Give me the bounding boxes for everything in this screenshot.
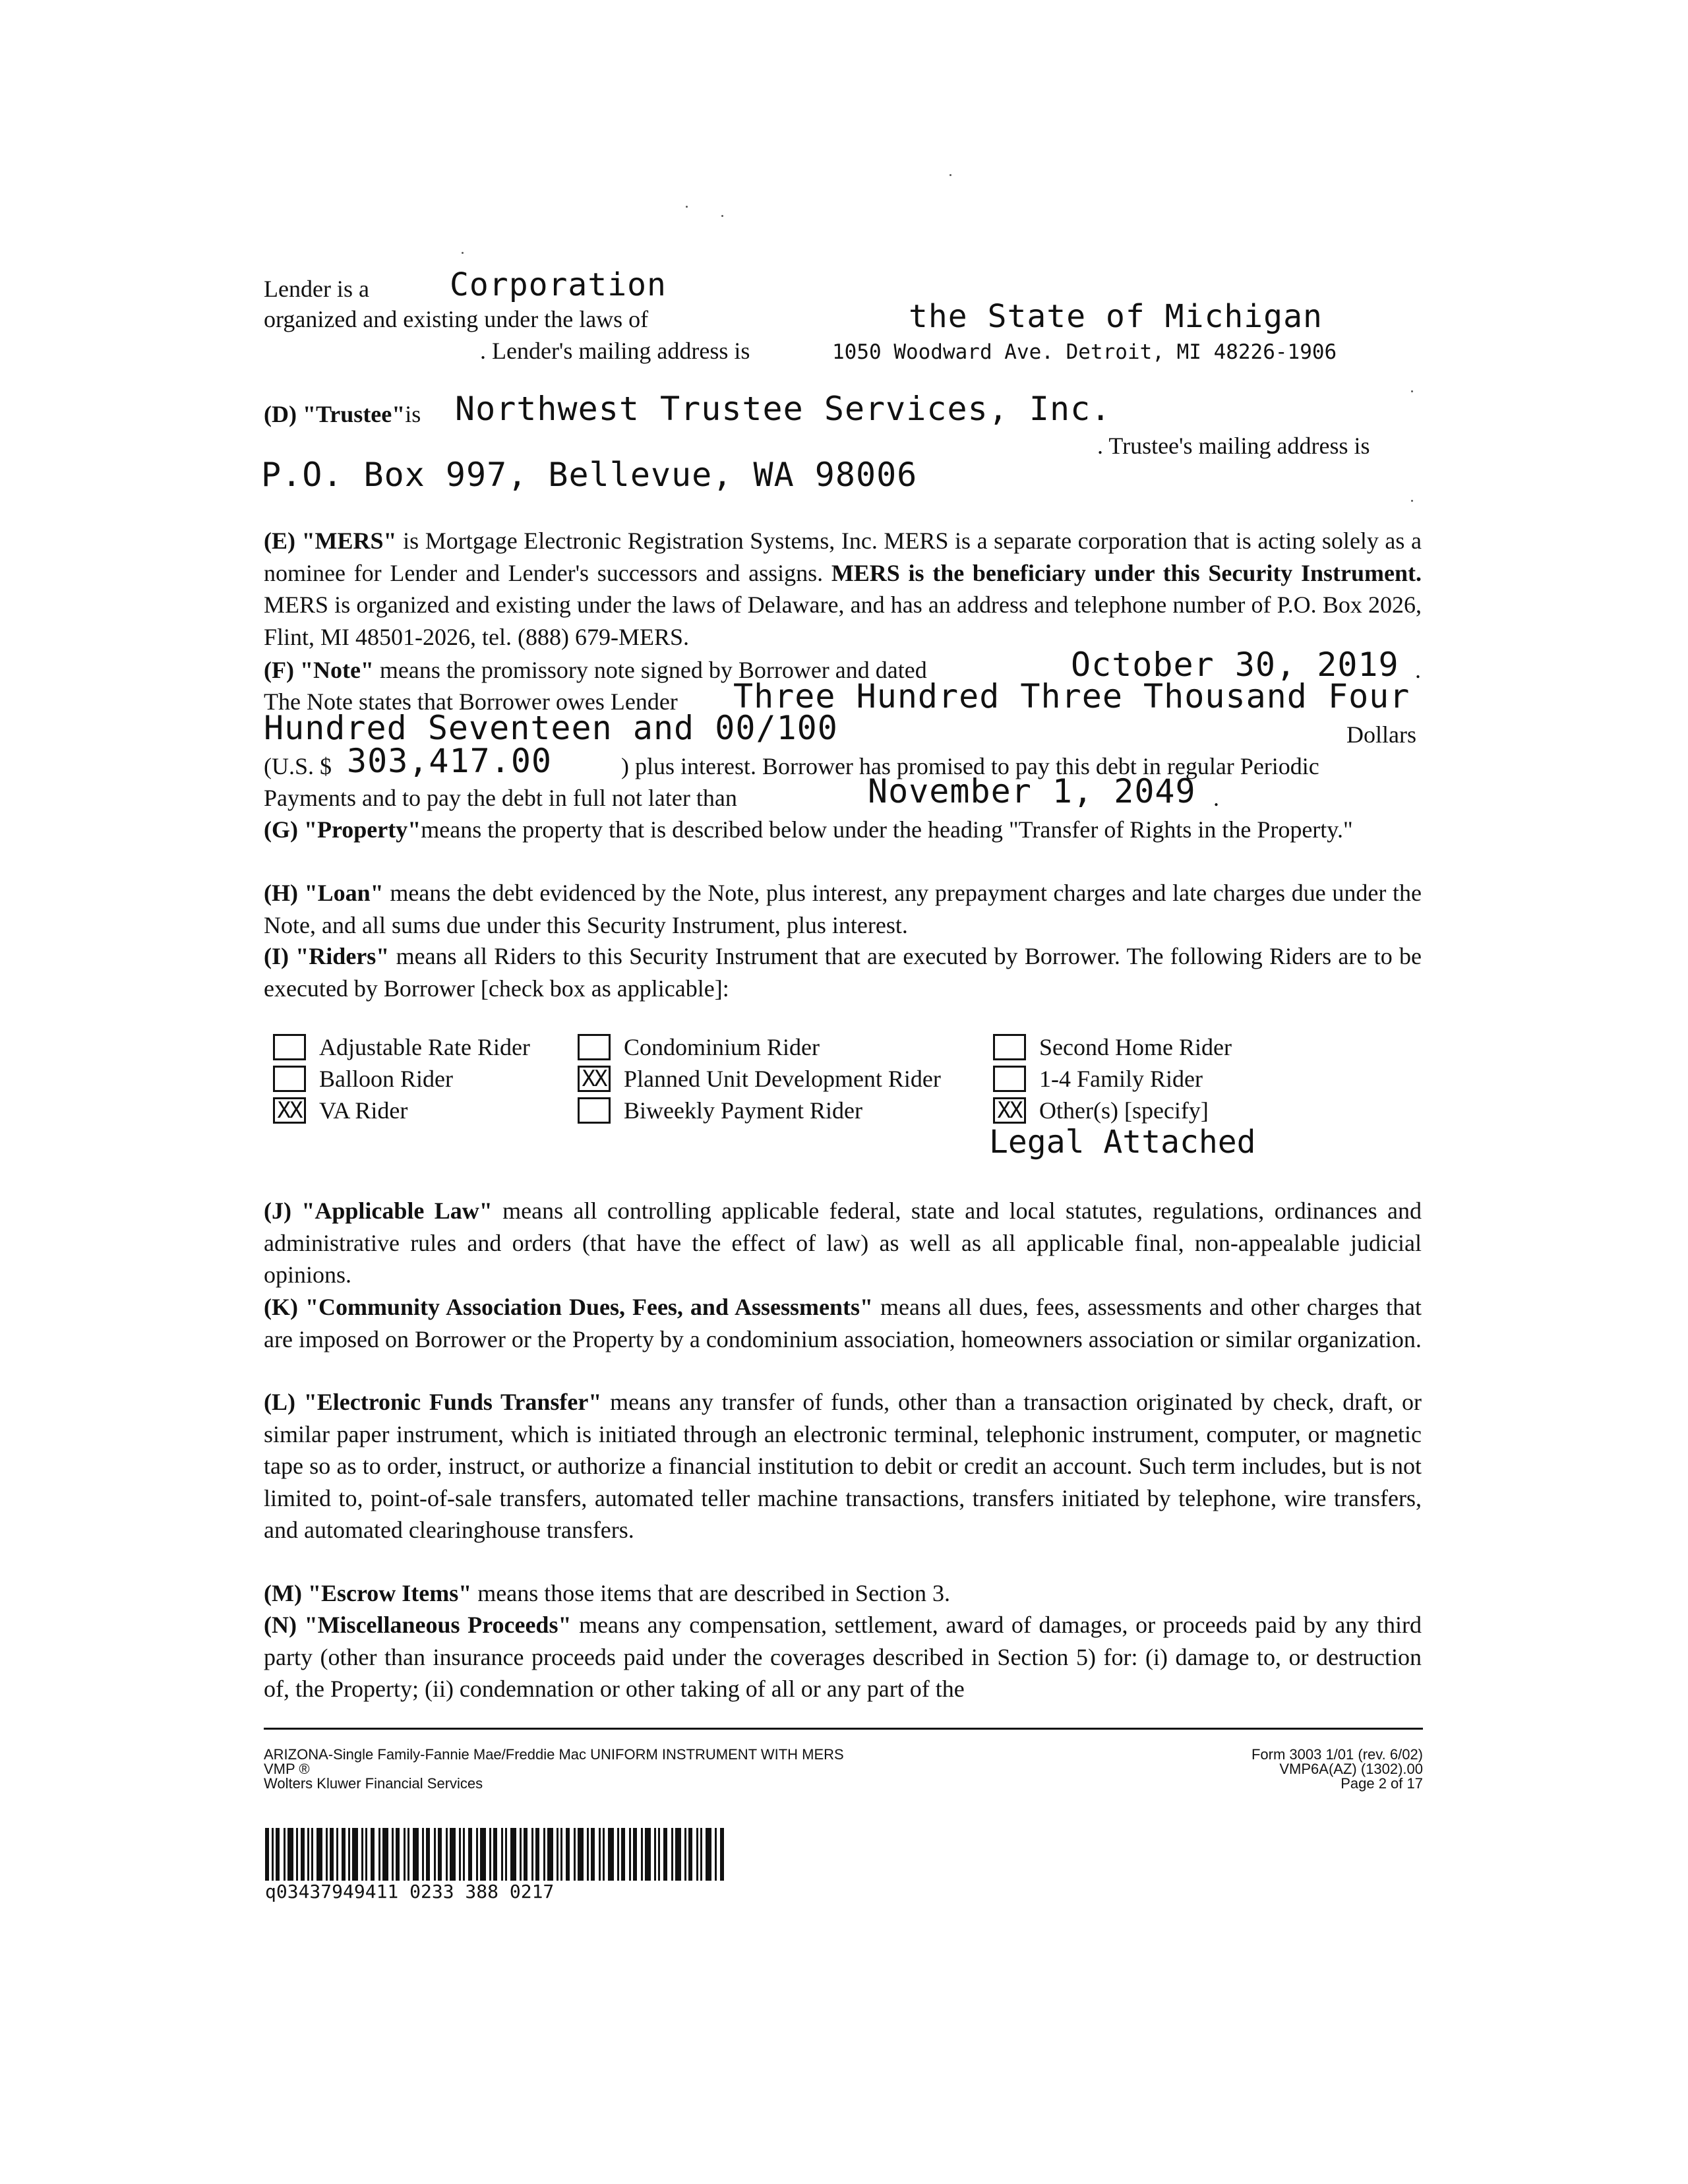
escrow-items-definition: (M) "Escrow Items" means those items that are described in Section 3. — [264, 1580, 951, 1606]
lender-jurisdiction: the State of Michigan — [909, 298, 1323, 335]
checkbox-balloon-rider[interactable] — [273, 1066, 306, 1092]
footer-vmp: VMP ® — [264, 1761, 310, 1777]
checkbox-other-rider[interactable]: XX — [993, 1097, 1026, 1124]
footer-form-title: ARIZONA-Single Family-Fannie Mae/Freddie Mac UNIFORM INSTRUMENT WITH MERS — [264, 1746, 844, 1763]
scan-speck — [1411, 500, 1413, 502]
label-va-rider: VA Rider — [319, 1097, 408, 1124]
barcode-graphic — [265, 1828, 727, 1881]
checkbox-1-4-family-rider[interactable] — [993, 1066, 1026, 1092]
checkbox-va-rider[interactable]: XX — [273, 1097, 306, 1124]
footer-form-code: VMP6A(AZ) (1302).00 — [1279, 1761, 1423, 1777]
trustee-address: P.O. Box 997, Bellevue, WA 98006 — [261, 456, 918, 494]
label-1-4-family-rider: 1-4 Family Rider — [1039, 1066, 1203, 1092]
scan-speck — [462, 252, 464, 254]
footer-publisher: Wolters Kluwer Financial Services — [264, 1775, 483, 1792]
label-second-home-rider: Second Home Rider — [1039, 1034, 1232, 1060]
lender-organized-label: organized and existing under the laws of — [264, 306, 649, 332]
note-owes-label: The Note states that Borrower owes Lender — [264, 688, 678, 715]
note-amount-words-line2: Hundred Seventeen and 00/100 — [264, 709, 838, 747]
trustee-label: (D) "Trustee"is — [264, 401, 421, 427]
note-dollars-label: Dollars — [1346, 721, 1416, 748]
applicable-law-definition: (J) "Applicable Law" means all controlling applicable federal, state and local statutes, regulations, ordinances and administrative rules and orders (that have the effect of law) as well as all applicable final, non-appealable judicial opinions. — [264, 1198, 1422, 1288]
riders-definition: (I) "Riders" means all Riders to this Security Instrument that are executed by Borrower. The following Riders are to be executed by Borrower [check box as applicable]: — [264, 943, 1422, 1002]
label-other-rider: Other(s) [specify] — [1039, 1097, 1209, 1124]
loan-definition: (H) "Loan" means the debt evidenced by the Note, plus interest, any prepayment charges and late charges due under the Note, and all sums due under this Security Instrument, plus interest. — [264, 880, 1422, 938]
trustee-name: Northwest Trustee Services, Inc. — [455, 390, 1112, 428]
property-definition: (G) "Property"means the property that is described below under the heading "Transfer of Rights in the Property." — [264, 816, 1353, 843]
checkbox-planned-unit-development-rider[interactable]: XX — [578, 1066, 611, 1092]
note-us-label: (U.S. $ — [264, 753, 332, 779]
label-condominium-rider: Condominium Rider — [624, 1034, 820, 1060]
note-amount-words-line1: Three Hundred Three Thousand Four — [733, 677, 1410, 715]
miscellaneous-proceeds-definition: (N) "Miscellaneous Proceeds" means any compensation, settlement, award of damages, or proceeds paid by any third party (other than insurance proceeds paid under the coverages described in Section 5) for: (i) damage to, or destruction of, the Property; (ii) condemnation or other taking of all or any part of the — [264, 1612, 1422, 1702]
note-payments-label: Payments and to pay the debt in full not later than — [264, 785, 737, 811]
electronic-funds-transfer-definition: (L) "Electronic Funds Transfer" means any transfer of funds, other than a transaction originated by check, draft, or similar paper instrument, which is initiated through an electronic terminal, telephonic instrument, computer, or magnetic tape so as to order, instruct, or authorize a financial institution to debit or credit an account. Such term includes, but is not limited to, point-of-sale transfers, automated teller machine transactions, transfers initiated by telephone, wire transfers, and automated clearinghouse transfers. — [264, 1389, 1422, 1543]
label-adjustable-rate-rider: Adjustable Rate Rider — [319, 1034, 530, 1060]
note-maturity-period: . — [1213, 785, 1219, 811]
footer-rule — [264, 1728, 1423, 1730]
footer-page-number: Page 2 of 17 — [1341, 1775, 1423, 1792]
checkbox-condominium-rider[interactable] — [578, 1034, 611, 1060]
scan-speck — [950, 174, 951, 176]
note-plus-interest: ) plus interest. Borrower has promised to pay this debt in regular Periodic — [621, 753, 1319, 779]
lender-mailing-address: 1050 Woodward Ave. Detroit, MI 48226-1906 — [832, 340, 1337, 364]
mers-definition: (E) "MERS" is Mortgage Electronic Registration Systems, Inc. MERS is a separate corporation that is acting solely as a nominee for Lender and Lender's successors and assigns. MERS is the beneficiary under this Security Instrument. MERS is organized and existing under the laws of Delaware, and has an address and telephone number of P.O. Box 2026, Flint, MI 48501-2026, tel. (888) 679-MERS. — [264, 528, 1422, 650]
note-maturity-date: November 1, 2049 — [868, 772, 1196, 810]
lender-mailing-label: . Lender's mailing address is — [480, 338, 750, 364]
label-balloon-rider: Balloon Rider — [319, 1066, 453, 1092]
note-amount: 303,417.00 — [347, 742, 553, 780]
label-planned-unit-development-rider: Planned Unit Development Rider — [624, 1066, 941, 1092]
note-date: October 30, 2019 — [1071, 646, 1399, 684]
trustee-mailing-label: . Trustee's mailing address is — [1097, 433, 1370, 459]
lender-entity-type: Corporation — [450, 266, 667, 303]
note-date-period: . — [1415, 657, 1421, 683]
scan-speck — [721, 215, 723, 217]
note-lead-line: (F) "Note" means the promissory note signed by Borrower and dated — [264, 657, 927, 683]
checkbox-biweekly-payment-rider[interactable] — [578, 1097, 611, 1124]
scan-speck — [1411, 390, 1413, 392]
lender-is-a-label: Lender is a — [264, 276, 369, 302]
checkbox-adjustable-rate-rider[interactable] — [273, 1034, 306, 1060]
checkbox-second-home-rider[interactable] — [993, 1034, 1026, 1060]
community-association-definition: (K) "Community Association Dues, Fees, and Assessments" means all dues, fees, assessments and other charges that are imposed on Borrower or the Property by a condominium association, homeowners association or similar organization. — [264, 1294, 1422, 1352]
barcode-text: q03437949411 0233 388 0217 — [265, 1881, 555, 1902]
other-rider-specify: Legal Attached — [989, 1124, 1256, 1161]
label-biweekly-payment-rider: Biweekly Payment Rider — [624, 1097, 862, 1124]
scan-speck — [686, 206, 688, 208]
footer-form-number: Form 3003 1/01 (rev. 6/02) — [1251, 1746, 1423, 1763]
